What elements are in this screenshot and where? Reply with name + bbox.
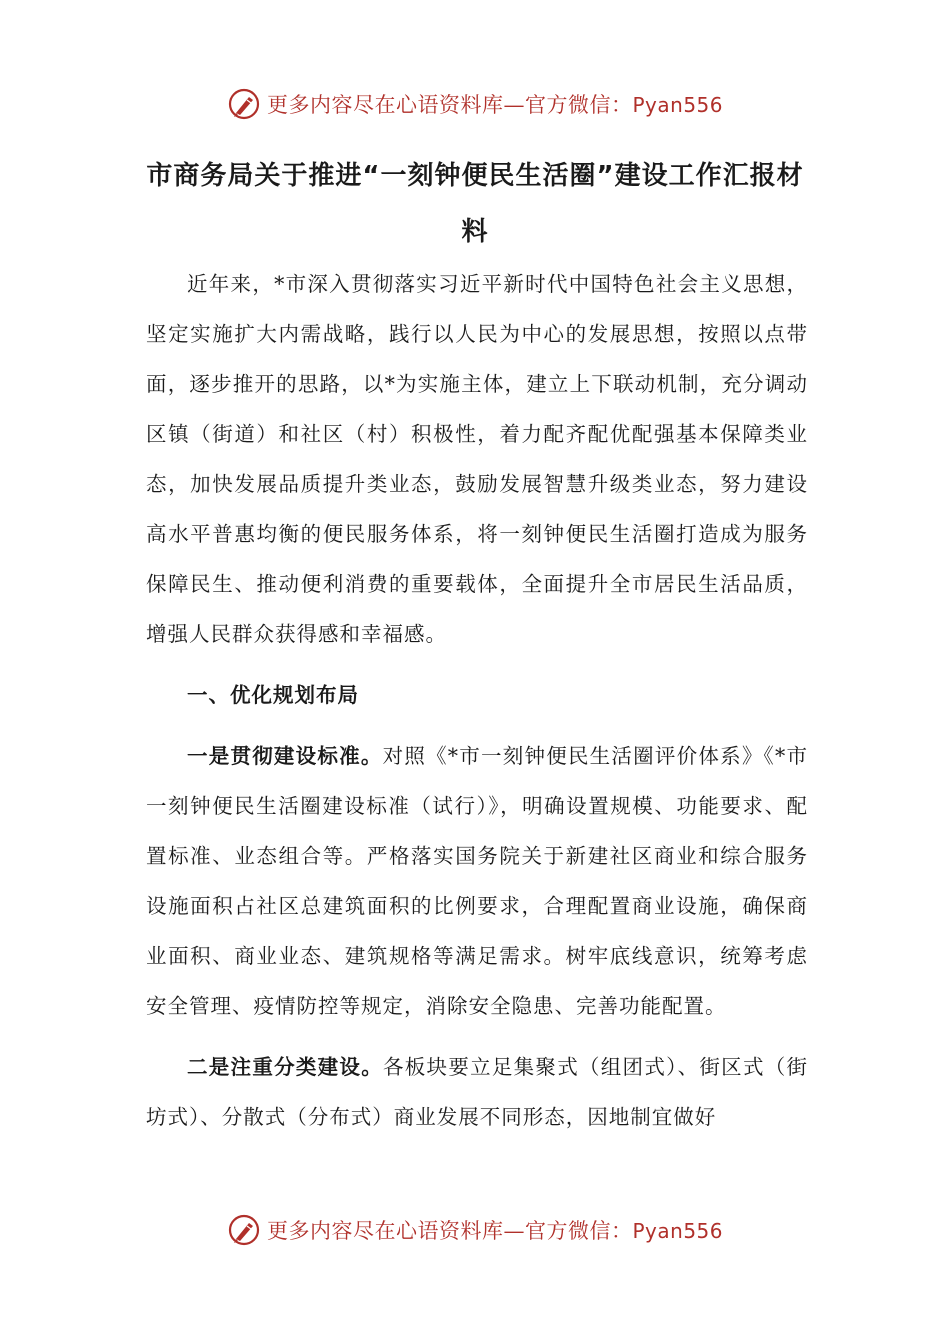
footer-banner — [0, 1208, 950, 1252]
document-title: 市商务局关于推进“一刻钟便民生活圈”建设工作汇报材料 — [146, 161, 804, 247]
wechat-id: Pyan556 — [632, 93, 723, 117]
banner-slogan: 更多内容尽在心语资料库—官方微信： — [266, 1219, 633, 1243]
document-body — [146, 259, 808, 1142]
pen-nib-logo-icon — [227, 1213, 261, 1247]
paragraph-2-lead: 二是注重分类建设。 — [187, 1055, 383, 1079]
banner-slogan: 更多内容尽在心语资料库—官方微信： — [266, 93, 633, 117]
banner-text — [267, 89, 723, 119]
body-paragraph-1 — [146, 731, 808, 1031]
header-banner — [0, 82, 950, 126]
section-heading: 一、优化规划布局 — [187, 683, 359, 707]
banner-text — [267, 1215, 723, 1245]
pen-nib-logo-icon — [227, 87, 261, 121]
intro-paragraph: 近年来，*市深入贯彻落实习近平新时代中国特色社会主义思想，坚定实施扩大内需战略，践行以人民为中心的发展思想，按照以点带面，逐步推开的思路，以*为实施主体，建立上下联动机制，充分调动区镇（街道）和社区（村）积极性，着力配齐配优配强基本保障类业态，加快发展品质提升类业态，鼓励发展智慧升级类业态，努力建设高水平普惠均衡的便民服务体系，将一刻钟便民生活圈打造成为服务保障民生、推动便利消费的重要载体，全面提升全市居民生活品质，增强人民群众获得感和幸福感。 — [146, 272, 808, 646]
paragraph-2-text: 各板块要立足集聚式（组团式）、街区式（街坊式）、分散式（分布式）商业发展不同形态，因地制宜做好 — [146, 1055, 809, 1129]
paragraph-1-lead: 一是贯彻建设标准。 — [187, 744, 383, 768]
body-paragraph-2 — [146, 1042, 808, 1142]
paragraph-1-text: 对照《*市一刻钟便民生活圈评价体系》《*市一刻钟便民生活圈建设标准（试行）》，明确设置规模、功能要求、配置标准、业态组合等。严格落实国务院关于新建社区商业和综合服务设施面积占社区总建筑面积的比例要求，合理配置商业设施，确保商业面积、商业业态、建筑规格等满足需求。树牢底线意识，统筹考虑安全管理、疫情防控等规定，消除安全隐患、完善功能配置。 — [146, 744, 809, 1018]
wechat-id: Pyan556 — [632, 1219, 723, 1243]
